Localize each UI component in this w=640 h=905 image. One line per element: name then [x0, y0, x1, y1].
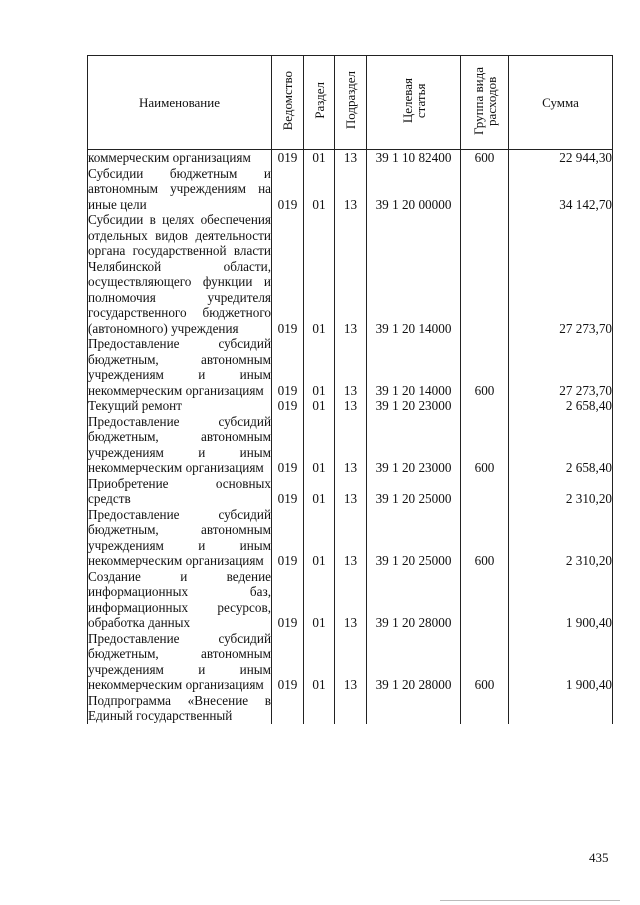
row-name: Субсидии в целях обеспечения отдельных видов деятельности органа государственной власти Челябинской области, осуществляющего функции и полномочия учредителя государственного бюджетного (автономного) учреждения — [88, 212, 271, 336]
table-row — [88, 212, 613, 336]
row-expense: 600 — [461, 150, 509, 166]
table-row — [88, 507, 613, 569]
row-dept: 019 — [272, 212, 304, 336]
row-target: 39 1 20 25000 — [367, 507, 461, 569]
row-target: 39 1 20 14000 — [367, 212, 461, 336]
table-row — [88, 398, 613, 414]
row-dept: 019 — [272, 414, 304, 476]
header-dept: Ведомство — [272, 56, 304, 150]
table-row — [88, 476, 613, 507]
header-target: Целевая статья — [367, 56, 461, 150]
row-amount: 27 273,70 — [509, 212, 613, 336]
header-row — [88, 56, 613, 150]
row-subsection: 13 — [335, 166, 367, 213]
row-section: 01 — [304, 212, 335, 336]
row-expense — [461, 166, 509, 213]
row-section: 01 — [304, 507, 335, 569]
row-subsection: 13 — [335, 507, 367, 569]
table-row — [88, 569, 613, 631]
row-amount: 22 944,30 — [509, 150, 613, 166]
row-amount: 34 142,70 — [509, 166, 613, 213]
row-section: 01 — [304, 150, 335, 166]
header-expense-group: Группа вида расходов — [461, 56, 509, 150]
row-amount: 27 273,70 — [509, 336, 613, 398]
row-dept: 019 — [272, 166, 304, 213]
row-subsection: 13 — [335, 150, 367, 166]
page-number: 435 — [589, 850, 609, 865]
row-dept: 019 — [272, 150, 304, 166]
row-expense — [461, 476, 509, 507]
row-target: 39 1 20 25000 — [367, 476, 461, 507]
table-row — [88, 693, 613, 724]
row-expense: 600 — [461, 507, 509, 569]
row-expense — [461, 398, 509, 414]
header-subsection: Подраздел — [335, 56, 367, 150]
row-amount: 2 310,20 — [509, 476, 613, 507]
row-dept: 019 — [272, 631, 304, 693]
table-row — [88, 166, 613, 213]
row-dept: 019 — [272, 336, 304, 398]
row-name: коммерческим организациям — [88, 150, 272, 166]
row-dept: 019 — [272, 507, 304, 569]
row-target: 39 1 20 14000 — [367, 336, 461, 398]
row-name: Подпрограмма «Внесение в Единый государственный — [88, 692, 271, 723]
row-dept: 019 — [272, 398, 304, 414]
row-dept: 019 — [272, 569, 304, 631]
row-name: Предоставление субсидий бюджетным, автономным учреждениям и иным некоммерческим организациям — [88, 630, 271, 692]
header-section: Раздел — [304, 56, 335, 150]
row-subsection: 13 — [335, 212, 367, 336]
header-amount: Сумма — [509, 56, 613, 150]
row-name: Предоставление субсидий бюджетным, автономным учреждениям и иным некоммерческим организациям — [88, 413, 271, 475]
row-expense — [461, 212, 509, 336]
row-subsection — [335, 693, 367, 724]
table-row — [88, 631, 613, 693]
row-section: 01 — [304, 631, 335, 693]
row-target: 39 1 10 82400 — [367, 150, 461, 166]
row-name: Предоставление субсидий бюджетным, автономным учреждениям и иным некоммерческим организациям — [88, 506, 271, 568]
row-amount: 1 900,40 — [509, 631, 613, 693]
row-name: Текущий ремонт — [88, 398, 272, 414]
table-row — [88, 336, 613, 398]
row-section: 01 — [304, 414, 335, 476]
row-target: 39 1 20 00000 — [367, 166, 461, 213]
row-section: 01 — [304, 398, 335, 414]
row-section: 01 — [304, 166, 335, 213]
row-name: Субсидии бюджетным и автономным учреждениям на иные цели — [88, 165, 271, 212]
row-subsection: 13 — [335, 336, 367, 398]
row-dept — [272, 693, 304, 724]
row-subsection: 13 — [335, 398, 367, 414]
row-subsection: 13 — [335, 631, 367, 693]
row-subsection: 13 — [335, 414, 367, 476]
table-row — [88, 150, 613, 166]
row-subsection: 13 — [335, 569, 367, 631]
table-row — [88, 414, 613, 476]
row-expense: 600 — [461, 631, 509, 693]
footer-rule — [440, 900, 620, 901]
row-target: 39 1 20 23000 — [367, 414, 461, 476]
row-amount: 2 658,40 — [509, 414, 613, 476]
row-name: Приобретение основных средств — [88, 475, 271, 506]
row-amount: 2 658,40 — [509, 398, 613, 414]
row-subsection: 13 — [335, 476, 367, 507]
row-expense — [461, 569, 509, 631]
header-name: Наименование — [88, 56, 272, 150]
row-target: 39 1 20 28000 — [367, 631, 461, 693]
row-section: 01 — [304, 476, 335, 507]
budget-table — [87, 55, 613, 724]
row-amount: 2 310,20 — [509, 507, 613, 569]
row-section: 01 — [304, 336, 335, 398]
row-dept: 019 — [272, 476, 304, 507]
row-target: 39 1 20 28000 — [367, 569, 461, 631]
row-expense — [461, 693, 509, 724]
row-name: Создание и ведение информационных баз, информационных ресурсов, обработка данных — [88, 568, 271, 630]
row-target — [367, 693, 461, 724]
row-amount — [509, 693, 613, 724]
row-name: Предоставление субсидий бюджетным, автономным учреждениям и иным некоммерческим организациям — [88, 336, 271, 398]
row-expense: 600 — [461, 336, 509, 398]
row-amount: 1 900,40 — [509, 569, 613, 631]
row-expense: 600 — [461, 414, 509, 476]
row-section: 01 — [304, 569, 335, 631]
row-target: 39 1 20 23000 — [367, 398, 461, 414]
row-section — [304, 693, 335, 724]
